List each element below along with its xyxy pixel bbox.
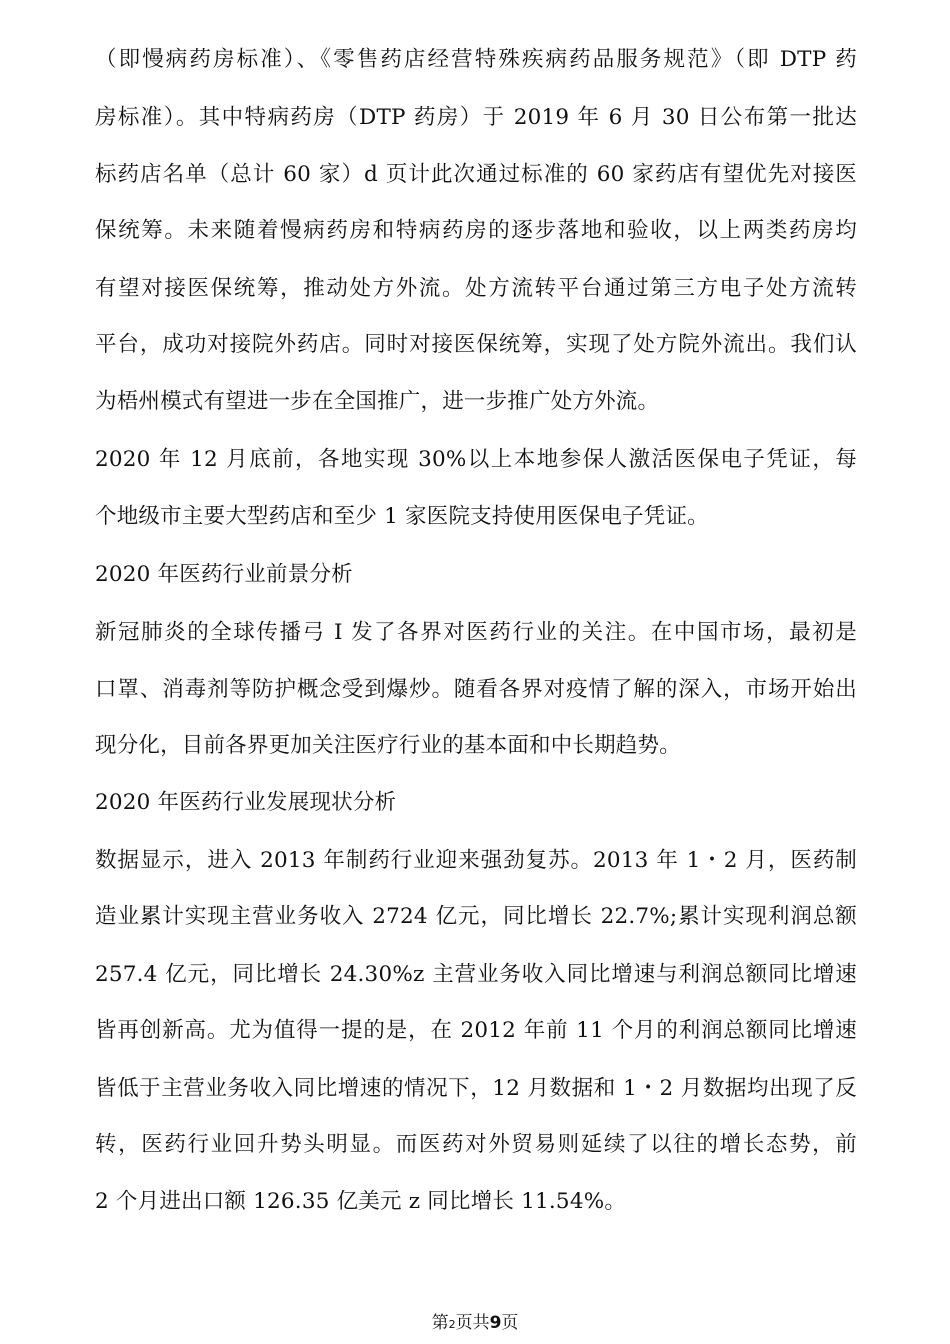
body-line: 2020 年 12 月底前，各地实现 30%以上本地参保人激活医保电子凭证，每 xyxy=(95,447,857,472)
body-line: 口罩、消毒剂等防护概念受到爆炒。随看各界对疫情了解的深入，市场开始出 xyxy=(95,677,857,702)
body-line: 有望对接医保统筹，推动处方外流。处方流转平台通过第三方电子处方流转 xyxy=(95,276,857,301)
body-line: 房标准）。其中特病药房（DTP 药房）于 2019 年 6 月 30 日公布第一批达 xyxy=(95,105,857,130)
body-line: 转，医药行业回升势头明显。而医药对外贸易则延续了以往的增长态势，前 xyxy=(95,1132,857,1157)
footer-total-pages: 9 xyxy=(489,1313,502,1333)
body-line: 为梧州模式有望进一步在全国推广，进一步推广处方外流。 xyxy=(95,389,660,414)
body-line: 皆低于主营业务收入同比增速的情况下，12 月数据和 1・2 月数据均出现了反 xyxy=(95,1076,857,1101)
body-line: 现分化，目前各界更加关注医疗行业的基本面和中长期趋势。 xyxy=(95,733,681,758)
footer-prefix: 第 xyxy=(431,1313,449,1333)
body-line: 257.4 亿元，同比增长 24.30%z 主营业务收入同比增速与利润总额同比增速 xyxy=(95,962,857,987)
body-line: 标药店名单（总计 60 家）d 页计此次通过标准的 60 家药店有望优先对接医 xyxy=(95,162,857,187)
footer-page-number: 2 xyxy=(448,1318,456,1331)
section-heading: 2020 年医药行业前景分析 xyxy=(95,562,353,587)
section-heading: 2020 年医药行业发展现状分析 xyxy=(95,790,397,815)
body-line: 造业累计实现主营业务收入 2724 亿元，同比增长 22.7%;累计实现利润总额 xyxy=(95,904,857,929)
body-line: （即慢病药房标准）、《零售药店经营特殊疾病药品服务规范》（即 DTP 药 xyxy=(95,47,857,72)
body-line: 皆再创新高。尤为值得一提的是，在 2012 年前 11 个月的利润总额同比增速 xyxy=(95,1018,857,1043)
footer-middle: 页共 xyxy=(455,1313,490,1333)
footer-suffix: 页 xyxy=(501,1313,519,1333)
body-line: 平台，成功对接院外药店。同时对接医保统筹，实现了处方院外流出。我们认 xyxy=(95,332,857,357)
body-line: 保统筹。未来随着慢病药房和特病药房的逐步落地和验收，以上两类药房均 xyxy=(95,218,857,243)
body-line: 2 个月进出口额 126.35 亿美元 z 同比增长 11.54%。 xyxy=(95,1189,627,1214)
body-line: 新冠肺炎的全球传播弓 I 发了各界对医药行业的关注。在中国市场，最初是 xyxy=(95,620,857,645)
body-line: 个地级市主要大型药店和至少 1 家医院支持使用医保电子凭证。 xyxy=(95,504,709,529)
page-footer xyxy=(0,1311,950,1337)
body-line: 数据显示，进入 2013 年制药行业迎来强劲复苏。2013 年 1・2 月，医药制 xyxy=(95,848,857,873)
